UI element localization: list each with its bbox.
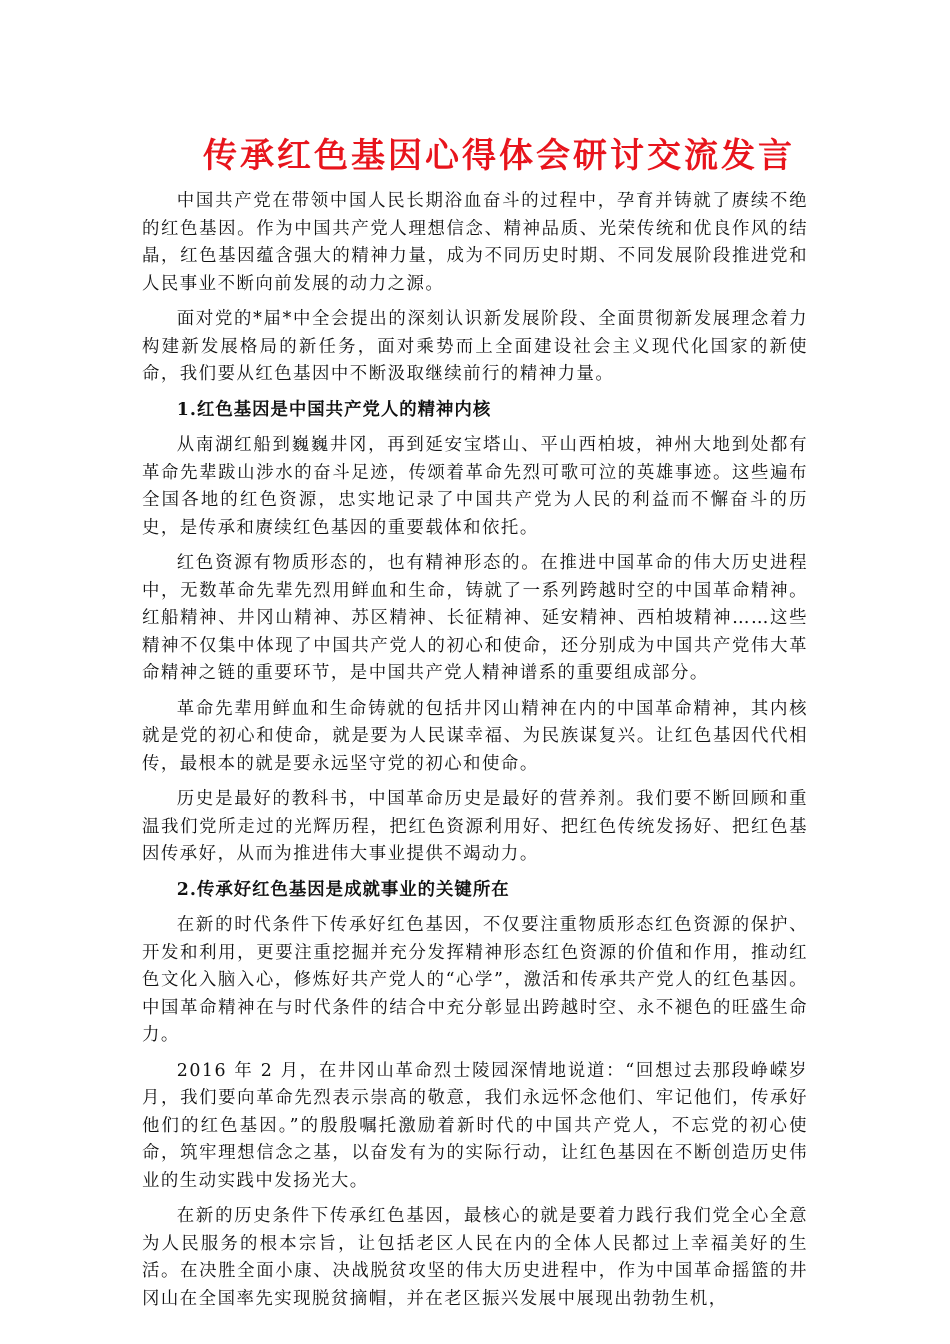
paragraph-intro: 中国共产党在带领中国人民长期浴血奋斗的过程中，孕育并铸就了赓续不绝的红色基因。作为中国共产党人理想信念、精神品质、光荣传统和优良作风的结晶，红色基因蕴含强大的精神力量，成为不同历史时期、不同发展阶段推进党和人民事业不断向前发展的动力之源。	[142, 191, 808, 294]
paragraph-2016: 2016 年 2 月，在井冈山革命烈士陵园深情地说道：“回想过去那段峥嵘岁月，我们要向革命先烈表示崇高的敬意，我们永远怀念他们、牢记他们，传承好他们的红色基因。”的殷殷嘱托激励着新时代的中国共产党人，不忘党的初心使命，筑牢理想信念之基，以奋发有为的实际行动，让红色基因在不断创造历史伟业的生动实践中发扬光大。	[142, 1060, 808, 1191]
document-body	[142, 188, 808, 1321]
section-heading-1: 1.红色基因是中国共产党人的精神内核	[176, 399, 492, 420]
paragraph-history-textbook: 历史是最好的教科书，中国革命历史是最好的营养剂。我们要不断回顾和重温我们党所走过的光辉历程，把红色资源利用好、把红色传统发扬好、把红色基因传承好，从而为推进伟大事业提供不竭动力。	[142, 789, 808, 864]
paragraph-red-resources: 从南湖红船到巍巍井冈，再到延安宝塔山、平山西柏坡，神州大地到处都有革命先辈跋山涉水的奋斗足迹，传颂着革命先烈可歌可泣的英雄事迹。这些遍布全国各地的红色资源，忠实地记录了中国共产党为人民的利益而不懈奋斗的历史，是传承和赓续红色基因的重要载体和依托。	[142, 435, 808, 538]
paragraph-spirit-forms: 红色资源有物质形态的，也有精神形态的。在推进中国革命的伟大历史进程中，无数革命先辈先烈用鲜血和生命，铸就了一系列跨越时空的中国革命精神。红船精神、井冈山精神、苏区精神、长征精神、延安精神、西柏坡精神……这些精神不仅集中体现了中国共产党人的初心和使命，还分别成为中国共产党伟大革命精神之链的重要环节，是中国共产党人精神谱系的重要组成部分。	[142, 553, 808, 683]
paragraph-serve-people: 在新的历史条件下传承红色基因，最核心的就是要着力践行我们党全心全意为人民服务的根本宗旨，让包括老区人民在内的全体人民都过上幸福美好的生活。在决胜全面小康、决战脱贫攻坚的伟大历史进程中，作为中国革命摇篮的井冈山在全国率先实现脱贫摘帽，并在老区振兴发展中展现出勃勃生机，	[142, 1206, 808, 1309]
paragraph-core-mission: 革命先辈用鲜血和生命铸就的包括井冈山精神在内的中国革命精神，其内核就是党的初心和使命，就是要为人民谋幸福、为民族谋复兴。让红色基因代代相传，最根本的就是要永远坚守党的初心和使命。	[142, 698, 808, 774]
paragraph-new-mission: 面对党的*届*中全会提出的深刻认识新发展阶段、全面贯彻新发展理念着力构建新发展格局的新任务，面对乘势而上全面建设社会主义现代化国家的新使命，我们要从红色基因中不断汲取继续前行的精神力量。	[142, 309, 808, 384]
paragraph-new-era: 在新的时代条件下传承好红色基因，不仅要注重物质形态红色资源的保护、开发和利用，更要注重挖掘并充分发挥精神形态红色资源的价值和作用，推动红色文化入脑入心，修炼好共产党人的“心学”，激活和传承共产党人的红色基因。中国革命精神在与时代条件的结合中充分彰显出跨越时空、永不褪色的旺盛生命力。	[142, 915, 808, 1045]
section-heading-2: 2.传承好红色基因是成就事业的关键所在	[176, 879, 510, 900]
document-title: 传承红色基因心得体会研讨交流发言	[203, 136, 795, 176]
